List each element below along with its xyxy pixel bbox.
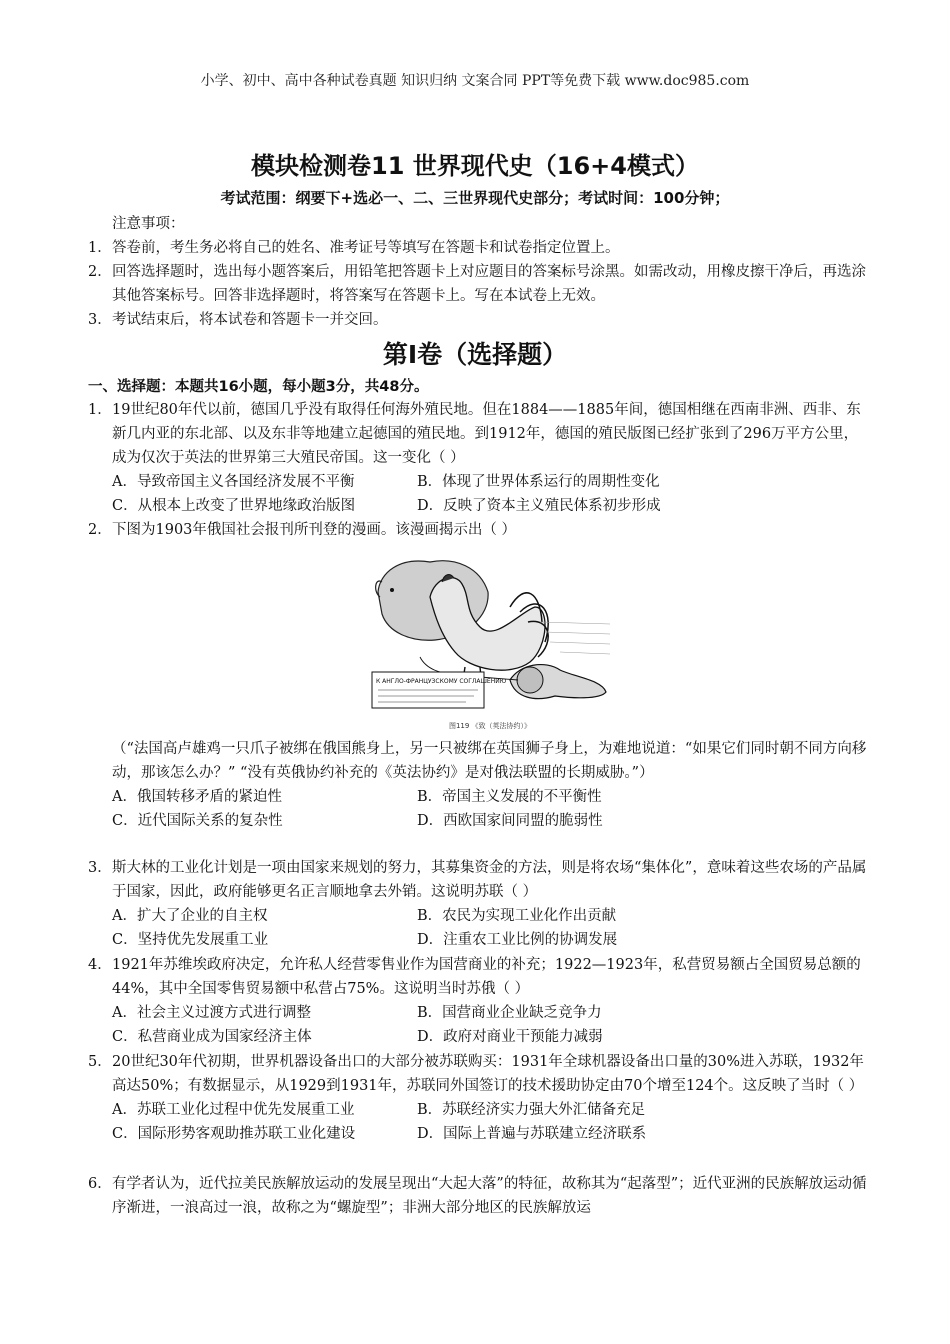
note-number: 3． (88, 312, 112, 328)
option-a: A．苏联工业化过程中优先发展重工业 (112, 1102, 355, 1118)
option-c: C．国际形势客观助推苏联工业化建设 (112, 1126, 356, 1142)
option-b: B．农民为实现工业化作出贡献 (417, 908, 617, 924)
question-number: 4． (88, 957, 112, 973)
option-a: A．社会主义过渡方式进行调整 (112, 1005, 311, 1021)
question-3 (88, 856, 868, 952)
note-item (88, 236, 868, 260)
question-6 (88, 1172, 868, 1220)
option-c: C．近代国际关系的复杂性 (112, 813, 283, 829)
cartoon-label-text: К АНГЛО-ФРАНЦУЗСКОМУ СОГЛАШЕНИЮ (376, 678, 507, 685)
note-text: 回答选择题时，选出每小题答案后，用铅笔把答题卡上对应题目的答案标号涂黑。如需改动，用橡皮擦干净后，再选涂其他答案标号。回答非选择题时，将答案写在答题卡上。写在本试卷上无效。 (112, 264, 866, 304)
option-a: A．俄国转移矛盾的紧迫性 (112, 789, 282, 805)
question-stem: 有学者认为，近代拉美民族解放运动的发展呈现出“大起大落”的特征，故称其为“起落型”；近代亚洲的民族解放运动循序渐进，一浪高过一浪，故称之为“螺旋型”；非洲大部分地区的民族解放运 (112, 1176, 867, 1216)
question-1 (88, 398, 868, 518)
question-number: 2． (88, 522, 112, 538)
cartoon-figure (370, 552, 610, 732)
note-text: 答卷前，考生务必将自己的姓名、准考证号等填写在答题卡和试卷指定位置上。 (112, 240, 620, 256)
question-stem: 20世纪30年代初期，世界机器设备出口的大部分被苏联购买：1931年全球机器设备出口量的30%进入苏联，1932年高达50%；有数据显示，从1929到1931年，苏联同外国签订的技术援助协定由70个增至124个。这反映了当时（ ） (112, 1054, 864, 1094)
option-c: C．坚持优先发展重工业 (112, 932, 269, 948)
section-title: 第I卷（选择题） (382, 340, 568, 369)
question-stem: 下图为1903年俄国社会报刊所刊登的漫画。该漫画揭示出（ ） (112, 522, 517, 538)
question-stem: 1921年苏维埃政府决定，允许私人经营零售业作为国营商业的补充；1922—1923年，私营贸易额占全国贸易总额的44%，其中全国零售贸易额中私营占75%。这说明当时苏俄（ ） (112, 957, 861, 997)
exam-subtitle: 考试范围：纲要下+选必一、二、三世界现代史部分；考试时间：100分钟； (220, 189, 730, 207)
option-d: D．注重农工业比例的协调发展 (417, 932, 618, 948)
question-number: 5． (88, 1054, 112, 1070)
question-stem: 19世纪80年代以前，德国几乎没有取得任何海外殖民地。但在1884——1885年间，德国相继在西南非洲、西非、东新几内亚的东北部、以及东非等地建立起德国的殖民地。到1912年，德国的殖民版图已经扩张到了296万平方公里，成为仅次于英法的世界第三大殖民帝国。这一变化（ ） (112, 402, 861, 466)
option-d: D．反映了资本主义殖民体系初步形成 (417, 498, 661, 514)
question-2-continued (88, 737, 868, 833)
option-d: D．国际上普遍与苏联建立经济联系 (417, 1126, 647, 1142)
note-number: 2． (88, 264, 112, 280)
figure-caption: 图119 《致（英法协约）》 (448, 722, 532, 730)
option-d: D．西欧国家间同盟的脆弱性 (417, 813, 603, 829)
option-a: A．导致帝国主义各国经济发展不平衡 (112, 474, 355, 490)
question-stem: 斯大林的工业化计划是一项由国家来规划的努力，其募集资金的方法，则是将农场“集体化”，意味着这些农场的产品属于国家，因此，政府能够更名正言顺地拿去外销。这说明苏联（ ） (112, 860, 867, 900)
note-number: 1． (88, 240, 112, 256)
option-b: B．体现了世界体系运行的周期性变化 (417, 474, 660, 490)
option-b: B．国营商业企业缺乏竞争力 (417, 1005, 602, 1021)
exam-title: 模块检测卷11 世界现代史（16+4模式） (251, 152, 699, 180)
question-number: 6． (88, 1176, 112, 1192)
note-item (88, 308, 868, 332)
option-a: A．扩大了企业的自主权 (112, 908, 268, 924)
question-2 (88, 518, 868, 542)
notes-section (88, 212, 868, 332)
option-b: B．帝国主义发展的不平衡性 (417, 789, 602, 805)
question-number: 3． (88, 860, 112, 876)
cartoon-explanation: （“法国高卢雄鸡一只爪子被绑在俄国熊身上，另一只被绑在英国狮子身上，为难地说道：“如果它们同时朝不同方向移动，那该怎么办？” “没有英俄协约补充的《英法协约》是对俄法联盟的长期威胁。”） (112, 741, 867, 781)
option-c: C．从根本上改变了世界地缘政治版图 (112, 498, 356, 514)
option-d: D．政府对商业干预能力减弱 (417, 1029, 603, 1045)
part-heading: 一、选择题：本题共16小题，每小题3分，共48分。 (88, 379, 429, 395)
option-c: C．私营商业成为国家经济主体 (112, 1029, 312, 1045)
question-number: 1． (88, 402, 112, 418)
question-4 (88, 953, 868, 1049)
option-b: B．苏联经济实力强大外汇储备充足 (417, 1102, 646, 1118)
notes-heading: 注意事项： (112, 216, 185, 232)
site-header: 小学、初中、高中各种试卷真题 知识归纳 文案合同 PPT等免费下载 www.doc985.com (200, 73, 750, 89)
note-item (88, 260, 868, 308)
question-5 (88, 1050, 868, 1146)
note-text: 考试结束后，将本试卷和答题卡一并交回。 (112, 312, 388, 328)
